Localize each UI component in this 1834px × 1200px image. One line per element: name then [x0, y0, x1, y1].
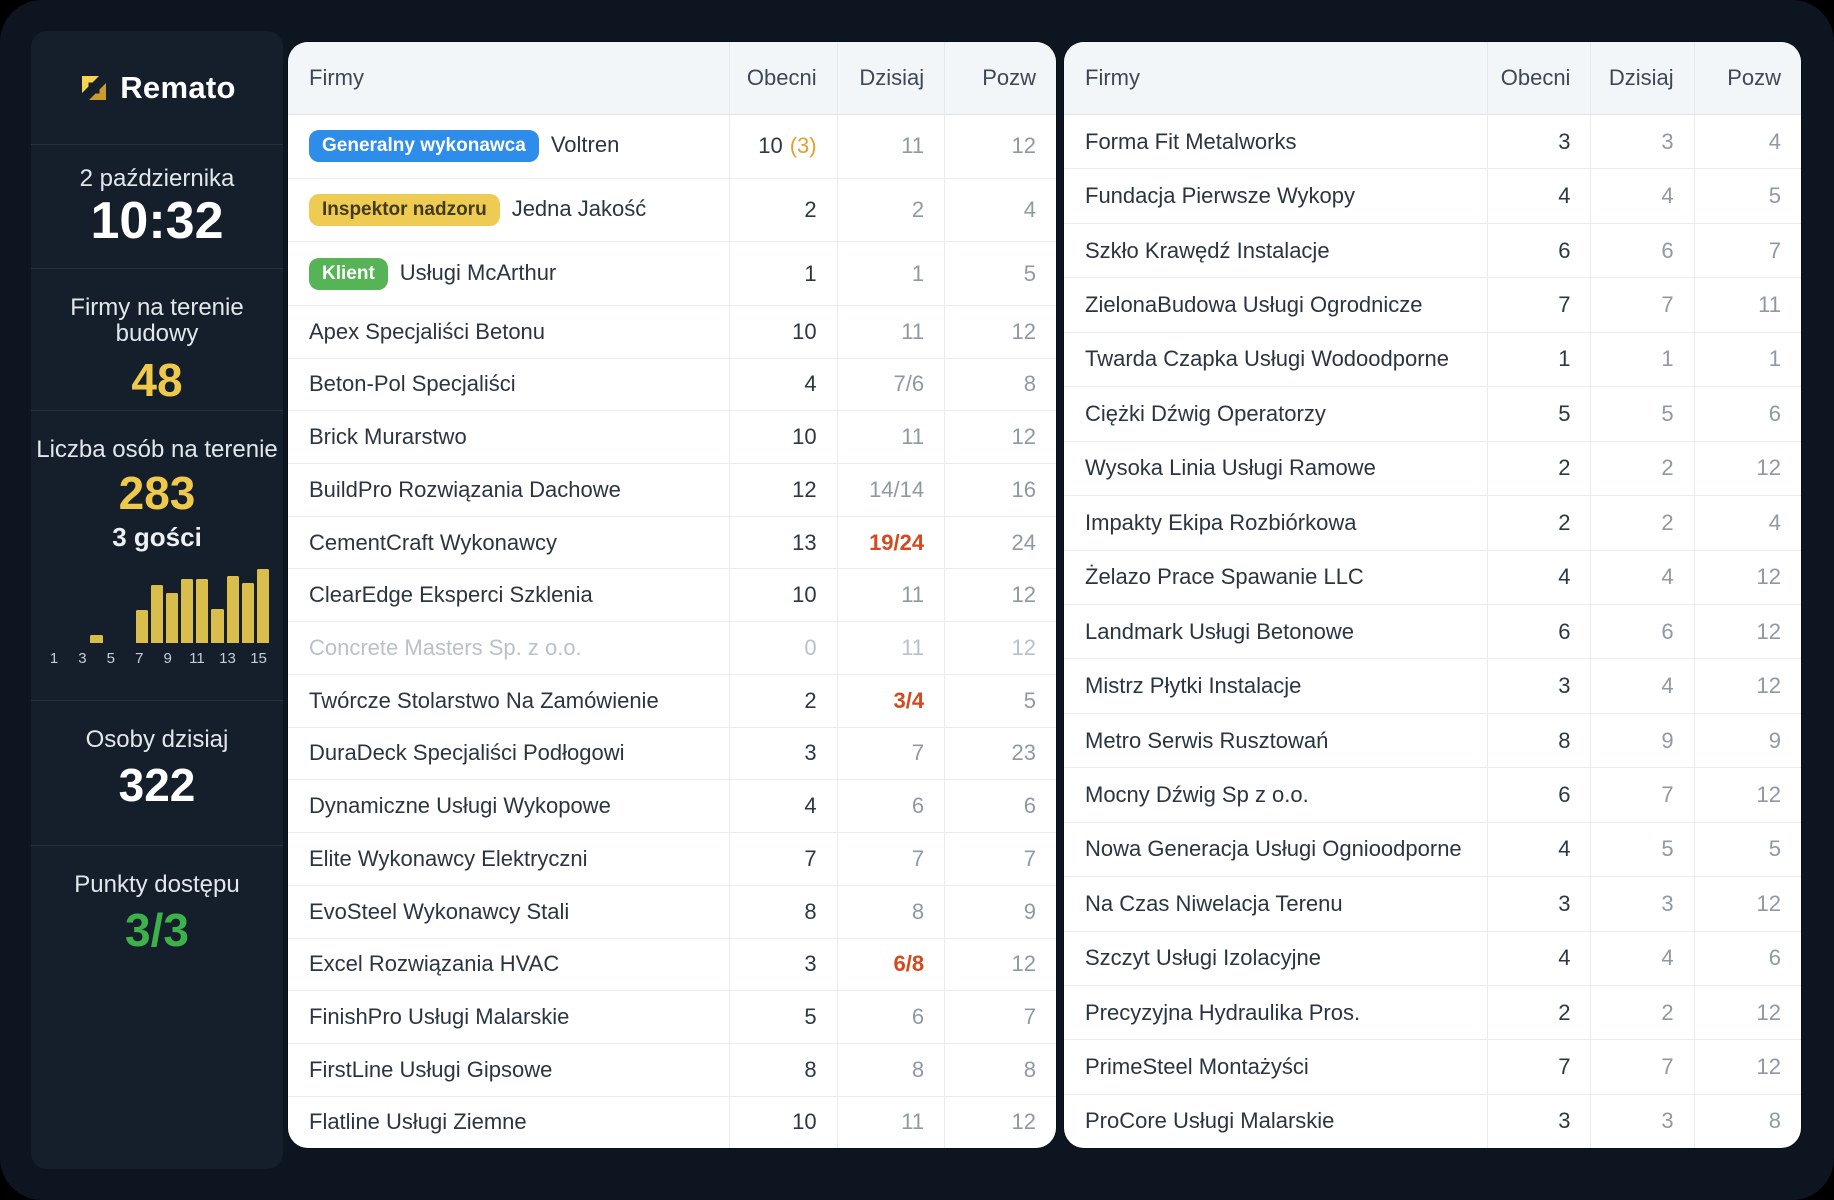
- present-count-cell: 3: [730, 938, 838, 991]
- x-tick-label: 1: [49, 650, 59, 668]
- companies-on-site-section: [31, 268, 283, 410]
- table-row: [1064, 115, 1801, 169]
- bar-fill: [227, 576, 239, 643]
- present-count-cell: 5: [1488, 387, 1591, 441]
- company-name: Wysoka Linia Usługi Ramowe: [1085, 455, 1376, 481]
- table-row: [288, 938, 1056, 991]
- company-cell: [1064, 496, 1488, 550]
- bar: [90, 635, 102, 643]
- today-count-cell: 6: [1591, 604, 1694, 658]
- company-name: Szkło Krawędź Instalacje: [1085, 237, 1330, 263]
- company-cell: [288, 1096, 730, 1148]
- column-header-dzisiaj: Dzisiaj: [837, 42, 945, 115]
- present-count-cell: 4: [1488, 931, 1591, 985]
- date-label: 2 października: [79, 165, 235, 192]
- companies-table-left: [288, 42, 1056, 1148]
- present-count-cell: 4: [1488, 822, 1591, 876]
- today-count-cell: 6: [837, 780, 945, 833]
- today-count-cell: 1: [1591, 332, 1694, 386]
- present-count-cell: 3: [1488, 659, 1591, 713]
- allowed-count-cell: 6: [945, 780, 1056, 833]
- bar: [242, 583, 254, 643]
- table-row: [288, 411, 1056, 464]
- allowed-count-cell: 8: [945, 358, 1056, 411]
- table-row: [288, 622, 1056, 675]
- people-bar-chart: [45, 567, 269, 667]
- company-cell: [288, 411, 730, 464]
- allowed-count-cell: 12: [1694, 441, 1801, 495]
- clock-section: [31, 144, 283, 268]
- company-cell: [288, 938, 730, 991]
- present-count-cell: 5: [730, 991, 838, 1044]
- company-name: Metro Serwis Rusztowań: [1085, 727, 1329, 753]
- role-badge-yellow: Inspektor nadzoru: [309, 194, 500, 226]
- company-cell: [288, 464, 730, 517]
- allowed-count-cell: 5: [1694, 822, 1801, 876]
- x-tick-label: 11: [189, 650, 205, 668]
- present-count-cell: 8: [730, 1043, 838, 1096]
- company-name: Impakty Ekipa Rozbiórkowa: [1085, 509, 1357, 535]
- company-name: BuildPro Rozwiązania Dachowe: [309, 476, 621, 502]
- people-today-value: 322: [118, 759, 196, 812]
- sidebar: [31, 31, 283, 1169]
- company-name: Excel Rozwiązania HVAC: [309, 951, 560, 977]
- company-name: ZielonaBudowa Usługi Ogrodnicze: [1085, 292, 1423, 318]
- company-name: Fundacja Pierwsze Wykopy: [1085, 183, 1356, 209]
- companies-table-card-left: [288, 42, 1056, 1148]
- companies-table-right: [1064, 42, 1801, 1148]
- companies-value: 48: [131, 353, 183, 406]
- company-cell: [288, 727, 730, 780]
- people-label: Liczba osób na terenie: [36, 436, 278, 463]
- present-count-cell: 10: [730, 569, 838, 622]
- today-count-cell: 3: [1591, 877, 1694, 931]
- today-count-cell: 7/6: [837, 358, 945, 411]
- present-count-cell: 10: [730, 305, 838, 358]
- company-cell: [1064, 986, 1488, 1040]
- company-name: FinishPro Usługi Malarskie: [309, 1004, 570, 1030]
- company-name: ClearEdge Eksperci Szklenia: [309, 582, 593, 608]
- company-cell: [1064, 332, 1488, 386]
- x-tick-label: 13: [219, 650, 236, 668]
- present-count-cell: 1: [1488, 332, 1591, 386]
- column-header-obecni: Obecni: [730, 42, 838, 115]
- company-name: Jedna Jakość: [511, 195, 647, 221]
- checked-in-note: (3): [789, 133, 817, 159]
- company-name: Concrete Masters Sp. z o.o.: [309, 635, 582, 661]
- companies-label: Firmy na terenie budowy: [70, 294, 244, 348]
- company-name: ProCore Usługi Malarskie: [1085, 1108, 1335, 1134]
- company-name: Elite Wykonawcy Elektryczni: [309, 845, 588, 871]
- company-cell: [288, 674, 730, 727]
- company-cell: [1064, 713, 1488, 767]
- today-count-cell: 2: [1591, 496, 1694, 550]
- table-row: [1064, 768, 1801, 822]
- column-header-firmy: Firmy: [288, 42, 730, 115]
- clock-time: 10:32: [90, 192, 224, 251]
- company-cell: [288, 358, 730, 411]
- table-row: [1064, 822, 1801, 876]
- present-count-cell: 8: [730, 885, 838, 938]
- company-cell: [1064, 659, 1488, 713]
- bar-fill: [90, 635, 102, 643]
- companies-table-card-right: [1064, 42, 1801, 1148]
- allowed-count-cell: 12: [945, 938, 1056, 991]
- allowed-count-cell: 7: [945, 833, 1056, 886]
- table-row: [1064, 169, 1801, 223]
- today-count-cell: 11: [837, 411, 945, 464]
- people-today-label: Osoby dzisiaj: [85, 726, 229, 753]
- present-count-cell: 2: [730, 178, 838, 242]
- company-cell: [1064, 223, 1488, 277]
- bar-fill: [181, 579, 193, 643]
- bar-fill: [196, 579, 208, 643]
- x-tick-label: 9: [163, 650, 172, 668]
- brand-name: Remato: [120, 69, 236, 105]
- allowed-count-cell: 12: [945, 622, 1056, 675]
- company-name: Landmark Usługi Betonowe: [1085, 618, 1355, 644]
- table-row: [1064, 496, 1801, 550]
- company-name: Twarda Czapka Usługi Wodoodporne: [1085, 346, 1450, 372]
- table-row: [288, 242, 1056, 306]
- company-name: Dynamiczne Usługi Wykopowe: [309, 793, 611, 819]
- company-cell: [1064, 877, 1488, 931]
- today-count-cell: 9: [1591, 713, 1694, 767]
- today-count-cell: 8: [837, 885, 945, 938]
- company-cell: [288, 242, 730, 306]
- allowed-count-cell: 12: [1694, 659, 1801, 713]
- today-count-cell: 4: [1591, 550, 1694, 604]
- table-row: [288, 674, 1056, 727]
- allowed-count-cell: 12: [945, 1096, 1056, 1148]
- people-value: 283: [118, 467, 196, 520]
- present-count-cell: 8: [1488, 713, 1591, 767]
- table-row: [1064, 604, 1801, 658]
- allowed-count-cell: 12: [1694, 768, 1801, 822]
- company-name: DuraDeck Specjaliści Podłogowi: [309, 740, 625, 766]
- present-count-cell: 7: [1488, 1040, 1591, 1094]
- present-count-cell: 13: [730, 516, 838, 569]
- column-header-dzisiaj: Dzisiaj: [1591, 42, 1694, 115]
- today-count-cell: 4: [1591, 659, 1694, 713]
- allowed-count-cell: 23: [945, 727, 1056, 780]
- present-count-cell: 3: [1488, 115, 1591, 169]
- table-row: [1064, 441, 1801, 495]
- allowed-count-cell: 12: [945, 569, 1056, 622]
- role-badge-green: Klient: [309, 258, 388, 290]
- access-points-label: Punkty dostępu: [74, 871, 240, 898]
- present-count-cell: 2: [1488, 986, 1591, 1040]
- allowed-count-cell: 11: [1694, 278, 1801, 332]
- company-name: Mistrz Płytki Instalacje: [1085, 673, 1302, 699]
- present-count-cell: 7: [1488, 278, 1591, 332]
- allowed-count-cell: 8: [1694, 1094, 1801, 1148]
- brand: [31, 31, 283, 144]
- bar-fill: [151, 585, 163, 643]
- company-cell: [288, 780, 730, 833]
- present-count-cell: 10 (3): [730, 115, 838, 179]
- guests-count: 3 gości: [112, 522, 202, 553]
- today-count-cell: 6: [837, 991, 945, 1044]
- company-cell: [1064, 169, 1488, 223]
- table-row: [288, 780, 1056, 833]
- x-tick-label: 15: [250, 650, 267, 668]
- today-count-cell: 5: [1591, 387, 1694, 441]
- company-cell: [288, 178, 730, 242]
- company-cell: [1064, 278, 1488, 332]
- today-count-cell: 7: [1591, 278, 1694, 332]
- allowed-count-cell: 7: [1694, 223, 1801, 277]
- company-cell: [1064, 441, 1488, 495]
- present-count-cell: 6: [1488, 604, 1591, 658]
- table-row: [1064, 659, 1801, 713]
- access-points-section: [31, 845, 283, 1169]
- allowed-count-cell: 4: [1694, 115, 1801, 169]
- allowed-count-cell: 12: [1694, 550, 1801, 604]
- allowed-count-cell: 5: [945, 242, 1056, 306]
- table-row: [1064, 223, 1801, 277]
- table-row: [1064, 931, 1801, 985]
- access-points-value: 3/3: [125, 904, 189, 957]
- table-row: [288, 1096, 1056, 1148]
- bar: [166, 593, 178, 643]
- table-row: [288, 833, 1056, 886]
- allowed-count-cell: 7: [945, 991, 1056, 1044]
- present-count-cell: 6: [1488, 223, 1591, 277]
- bar: [196, 579, 208, 643]
- allowed-count-cell: 12: [945, 305, 1056, 358]
- table-row: [1064, 1040, 1801, 1094]
- company-name: FirstLine Usługi Gipsowe: [309, 1056, 553, 1082]
- allowed-count-cell: 5: [1694, 169, 1801, 223]
- today-count-cell: 6: [1591, 223, 1694, 277]
- column-header-pozw: Pozw: [1694, 42, 1801, 115]
- table-row: [1064, 278, 1801, 332]
- company-cell: [1064, 604, 1488, 658]
- table-row: [288, 991, 1056, 1044]
- today-count-cell: 11: [837, 1096, 945, 1148]
- present-count-cell: 4: [1488, 169, 1591, 223]
- today-count-cell: 6/8: [837, 938, 945, 991]
- bar-chart-x-axis: [45, 650, 269, 667]
- company-name: Ciężki Dźwig Operatorzy: [1085, 400, 1326, 426]
- table-row: [1064, 877, 1801, 931]
- today-count-cell: 7: [837, 833, 945, 886]
- allowed-count-cell: 16: [945, 464, 1056, 517]
- today-count-cell: 4: [1591, 169, 1694, 223]
- allowed-count-cell: 12: [1694, 877, 1801, 931]
- remato-logo-icon: [78, 72, 110, 104]
- today-count-cell: 11: [837, 115, 945, 179]
- today-count-cell: 3/4: [837, 674, 945, 727]
- company-cell: [288, 991, 730, 1044]
- table-row: [288, 358, 1056, 411]
- allowed-count-cell: 24: [945, 516, 1056, 569]
- company-name: Żelazo Prace Spawanie LLC: [1085, 564, 1364, 590]
- present-count-cell: 10: [730, 411, 838, 464]
- allowed-count-cell: 4: [1694, 496, 1801, 550]
- today-count-cell: 7: [1591, 1040, 1694, 1094]
- today-count-cell: 3: [1591, 115, 1694, 169]
- present-count-cell: 0: [730, 622, 838, 675]
- company-name: Precyzyjna Hydraulika Pros.: [1085, 999, 1361, 1025]
- table-row: [288, 885, 1056, 938]
- present-count-cell: 4: [1488, 550, 1591, 604]
- bar-chart-bars: [45, 567, 269, 643]
- bar-fill: [166, 593, 178, 643]
- company-cell: [1064, 1094, 1488, 1148]
- table-row: [288, 1043, 1056, 1096]
- bar: [151, 585, 163, 643]
- present-count-cell: 3: [1488, 877, 1591, 931]
- allowed-count-cell: 12: [1694, 604, 1801, 658]
- today-count-cell: 2: [837, 178, 945, 242]
- present-count-cell: 7: [730, 833, 838, 886]
- today-count-cell: 7: [837, 727, 945, 780]
- company-name: Flatline Usługi Ziemne: [309, 1109, 527, 1135]
- today-count-cell: 8: [837, 1043, 945, 1096]
- present-count-cell: 4: [730, 780, 838, 833]
- allowed-count-cell: 4: [945, 178, 1056, 242]
- present-count-cell: 2: [1488, 441, 1591, 495]
- column-header-pozw: Pozw: [945, 42, 1056, 115]
- company-cell: [1064, 115, 1488, 169]
- column-header-obecni: Obecni: [1488, 42, 1591, 115]
- company-name: Forma Fit Metalworks: [1085, 128, 1297, 154]
- present-count-cell: 4: [730, 358, 838, 411]
- x-tick-label: 7: [135, 650, 144, 668]
- present-count-cell: 6: [1488, 768, 1591, 822]
- company-cell: [1064, 1040, 1488, 1094]
- people-on-site-section: [31, 410, 283, 700]
- table-row: [1064, 1094, 1801, 1148]
- company-cell: [1064, 768, 1488, 822]
- allowed-count-cell: 8: [945, 1043, 1056, 1096]
- allowed-count-cell: 9: [945, 885, 1056, 938]
- allowed-count-cell: 6: [1694, 931, 1801, 985]
- present-count-cell: 10: [730, 1096, 838, 1148]
- today-count-cell: 14/14: [837, 464, 945, 517]
- present-count-cell: 2: [1488, 496, 1591, 550]
- company-name: Szczyt Usługi Izolacyjne: [1085, 945, 1321, 971]
- company-name: Usługi McArthur: [399, 259, 557, 285]
- present-count-cell: 1: [730, 242, 838, 306]
- company-cell: [288, 516, 730, 569]
- table-row: [288, 727, 1056, 780]
- people-today-section: [31, 700, 283, 845]
- present-count-cell: 3: [1488, 1094, 1591, 1148]
- today-count-cell: 11: [837, 569, 945, 622]
- table-row: [1064, 713, 1801, 767]
- x-tick-label: 3: [78, 650, 87, 668]
- allowed-count-cell: 12: [1694, 986, 1801, 1040]
- company-cell: [1064, 550, 1488, 604]
- today-count-cell: 2: [1591, 441, 1694, 495]
- bar: [227, 576, 239, 643]
- x-tick-label: 5: [106, 650, 116, 668]
- table-row: [1064, 387, 1801, 441]
- company-cell: [1064, 931, 1488, 985]
- table-row: [288, 464, 1056, 517]
- bar: [181, 579, 193, 643]
- bar: [136, 610, 148, 643]
- bar-fill: [257, 569, 269, 643]
- allowed-count-cell: 6: [1694, 387, 1801, 441]
- today-count-cell: 1: [837, 242, 945, 306]
- company-name: Beton-Pol Specjaliści: [309, 371, 516, 397]
- company-name: Mocny Dźwig Sp z o.o.: [1085, 781, 1309, 807]
- today-count-cell: 3: [1591, 1094, 1694, 1148]
- table-header-row: [288, 42, 1056, 115]
- company-name: PrimeSteel Montażyści: [1085, 1054, 1309, 1080]
- company-cell: [288, 885, 730, 938]
- allowed-count-cell: 12: [945, 411, 1056, 464]
- company-name: Voltren: [550, 132, 620, 158]
- today-count-cell: 5: [1591, 822, 1694, 876]
- company-name: EvoSteel Wykonawcy Stali: [309, 898, 570, 924]
- today-count-cell: 7: [1591, 768, 1694, 822]
- company-name: Twórcze Stolarstwo Na Zamówienie: [309, 687, 659, 713]
- company-cell: [1064, 387, 1488, 441]
- table-row: [1064, 550, 1801, 604]
- company-name: Brick Murarstwo: [309, 424, 467, 450]
- allowed-count-cell: 1: [1694, 332, 1801, 386]
- role-badge-blue: Generalny wykonawca: [309, 130, 539, 162]
- company-name: Nowa Generacja Usługi Ognioodporne: [1085, 836, 1462, 862]
- company-cell: [288, 833, 730, 886]
- bar-fill: [136, 610, 148, 643]
- column-header-firmy: Firmy: [1064, 42, 1488, 115]
- company-cell: [288, 569, 730, 622]
- table-row: [288, 115, 1056, 179]
- table-row: [1064, 986, 1801, 1040]
- allowed-count-cell: 12: [945, 115, 1056, 179]
- company-name: CementCraft Wykonawcy: [309, 529, 557, 555]
- company-name: Na Czas Niwelacja Terenu: [1085, 890, 1343, 916]
- table-row: [1064, 332, 1801, 386]
- today-count-cell: 11: [837, 305, 945, 358]
- allowed-count-cell: 9: [1694, 713, 1801, 767]
- today-count-cell: 2: [1591, 986, 1694, 1040]
- company-cell: [1064, 822, 1488, 876]
- present-count-cell: 3: [730, 727, 838, 780]
- table-header-row: [1064, 42, 1801, 115]
- table-row: [288, 569, 1056, 622]
- bar: [257, 569, 269, 643]
- bar: [211, 609, 223, 643]
- company-cell: [288, 1043, 730, 1096]
- allowed-count-cell: 5: [945, 674, 1056, 727]
- allowed-count-cell: 12: [1694, 1040, 1801, 1094]
- today-count-cell: 19/24: [837, 516, 945, 569]
- table-row: [288, 178, 1056, 242]
- table-row: [288, 305, 1056, 358]
- present-count-cell: 12: [730, 464, 838, 517]
- table-row: [288, 516, 1056, 569]
- present-count-cell: 2: [730, 674, 838, 727]
- company-cell: [288, 115, 730, 179]
- today-count-cell: 11: [837, 622, 945, 675]
- bar-fill: [242, 583, 254, 643]
- today-count-cell: 4: [1591, 931, 1694, 985]
- company-name: Apex Specjaliści Betonu: [309, 318, 546, 344]
- company-cell: [288, 305, 730, 358]
- bar-fill: [211, 609, 223, 643]
- company-cell: [288, 622, 730, 675]
